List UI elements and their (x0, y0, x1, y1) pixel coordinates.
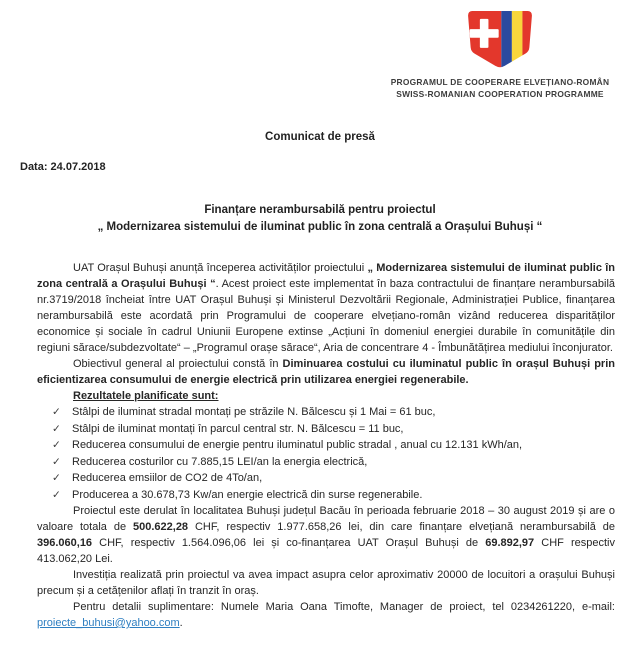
press-release-heading: Comunicat de presă (265, 131, 375, 143)
project-title-line1: Finanțare nerambursabilă pentru proiectul (204, 204, 436, 216)
swiss-romanian-flag-icon (467, 10, 533, 70)
date-line: Data: 24.07.2018 (20, 161, 106, 173)
text-run: Pentru detalii suplimentare: Numele Maria Oana Timofte, Manager de proiect, tel 0234261220, e-mail: (73, 601, 615, 613)
list-item-text: Reducerea consumului de energie pentru iluminatul public stradal , anual cu 12.131 kWh/an, (72, 439, 523, 451)
text-run: CHF respectiv 413.062,20 Lei. (37, 537, 615, 565)
email-link[interactable]: proiecte_buhusi@yahoo.com (37, 617, 180, 629)
logo-caption-line2: SWISS-ROMANIAN COOPERATION PROGRAMME (396, 88, 604, 99)
project-title (0, 202, 640, 236)
text-run: Diminuarea costului cu iluminatul public în orașul Buhuși prin eficientizarea consumului de energie electrică prin utilizarea energiei regenerabile. (37, 358, 615, 386)
check-icon: ✓ (52, 422, 61, 435)
paragraph-objective (37, 356, 615, 388)
list-item (37, 421, 615, 438)
list-item-text: Reducerea emsiilor de CO2 de 4To/an, (72, 472, 263, 484)
text-run: . Acest proiect este implementat în baza contractului de finanțare nerambursabilă nr.3719/2018 încheiat între UAT Orașul Buhuși și Ministerul Dezvoltării Regionale, Administrației Publice, finanțarea nerambursabilă este acordată prin Programului de cooperare elvețiano-român vizând reducerea disparităților economice și sociale în cadrul Uniunii Europene extinse „Acțiuni în domeniul energiei durabile în comunitățile din regiuni sărace/subdezvoltate“ – „Programul orașe sărace“, Aria de concentrare 4 - Îmbunătățirea mediului înconjurator. (37, 278, 616, 354)
list-item (37, 487, 615, 504)
project-title-line2: „ Modernizarea sistemului de iluminat public în zona centrală a Orașului Buhuși “ (97, 221, 543, 233)
list-item (37, 404, 615, 421)
check-icon: ✓ (52, 488, 61, 501)
logo-caption-line1: PROGRAMUL DE COOPERARE ELVEȚIANO-ROMÂN (390, 77, 610, 87)
list-item-text: Reducerea costurilor cu 7.885,15 LEI/an la energia electrică, (72, 455, 368, 468)
text-run: 396.060,16 (37, 537, 93, 549)
list-item (37, 454, 615, 471)
results-heading: Rezultatele planificate sunt: (73, 390, 219, 402)
paragraph-contact (37, 599, 615, 631)
check-icon: ✓ (52, 439, 61, 451)
list-item (37, 437, 615, 454)
text-run: „ Modernizarea sistemului de iluminat public în zona centrală a Orașului Buhuși “ (37, 262, 615, 290)
paragraph-impact (37, 567, 615, 599)
text-run: UAT Orașul Buhuși anunță începerea activităților proiectului (73, 262, 368, 274)
list-item-text: Producerea a 30.678,73 Kw/an energie electrică din surse regenerabile. (72, 488, 423, 501)
check-icon: ✓ (52, 472, 61, 484)
document-body (37, 260, 615, 631)
text-run: 500.622,28 (133, 521, 189, 533)
text-run: Investiția realizată prin proiectul va avea impact asupra celor aproximativ 20000 de locuitori a orașului Buhuși precum și a cetățenilor aflați în tranzit în oraș. (37, 569, 615, 597)
list-item (37, 470, 615, 487)
text-run: Proiectul este derulat în localitatea Buhuși județul Bacău în perioada februarie 2018 – 30 august 2019 și are o valoare totala de (37, 505, 615, 533)
text-run: Obiectivul general al proiectului constă în (73, 358, 283, 370)
check-icon: ✓ (52, 455, 61, 468)
results-list (37, 404, 615, 503)
program-logo (372, 10, 628, 100)
paragraph-funding (37, 503, 615, 567)
text-run: 69.892,97 (485, 537, 535, 549)
list-item-text: Stâlpi de iluminat montați în parcul central str. N. Bălcescu = 11 buc, (72, 422, 404, 435)
text-run: CHF, respectiv 1.977.658,26 lei, din care finanțare elvețiană nerambursabilă de (188, 521, 615, 533)
paragraph-intro (37, 260, 615, 356)
check-icon: ✓ (52, 406, 61, 418)
text-run: CHF, respectiv 1.564.096,06 lei și co-finanțarea UAT Orașul Buhuși de (92, 537, 486, 549)
text-run: . (179, 617, 183, 629)
list-item-text: Stâlpi de iluminat stradal montați pe străzile N. Bălcescu și 1 Mai = 61 buc, (72, 406, 436, 418)
